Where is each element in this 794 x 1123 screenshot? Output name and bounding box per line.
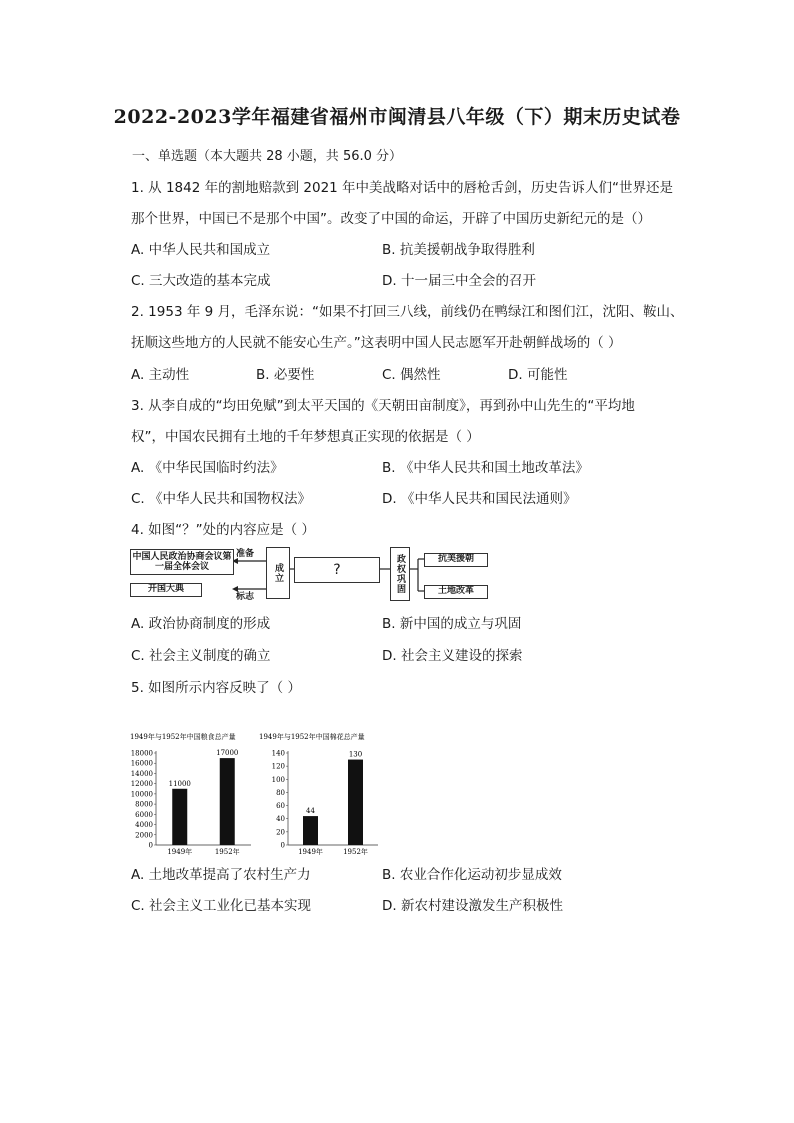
question-3-line-1: 3. 从李自成的“均田免赋”到太平天国的《天朝田亩制度》，再到孙中山先生的“平均地	[131, 398, 635, 414]
chart-2-data-label-2: 130	[348, 750, 363, 759]
chart-1-ytick-label: 4000	[135, 821, 153, 830]
q5-option-d[interactable]: D. 新农村建设激发生产积极性	[382, 898, 563, 914]
chart-1-category-label-1: 1949年	[167, 848, 193, 856]
chart-1-ytick-label: 8000	[135, 800, 153, 809]
q2-option-d[interactable]: D. 可能性	[508, 367, 568, 383]
q5-option-b[interactable]: B. 农业合作化运动初步显成效	[382, 867, 562, 883]
section-heading: 一、单选题（本大题共 28 小题，共 56.0 分）	[132, 149, 403, 164]
q4-option-d[interactable]: D. 社会主义建设的探索	[382, 648, 523, 664]
q3-option-c[interactable]: C. 《中华人民共和国物权法》	[131, 491, 312, 507]
q3-option-b[interactable]: B. 《中华人民共和国土地改革法》	[382, 460, 589, 476]
q1-option-b[interactable]: B. 抗美援朝战争取得胜利	[382, 242, 535, 258]
chart-2-bar-1	[303, 816, 318, 845]
kangmei-box: 抗美援朝	[424, 553, 488, 567]
chart-1-ytick-label: 14000	[130, 769, 153, 778]
q1-option-a[interactable]: A. 中华人民共和国成立	[131, 242, 271, 258]
chart-2-ytick-label: 40	[276, 815, 285, 824]
chart-2-ytick-label: 140	[271, 749, 285, 758]
chart-2-ytick-label: 80	[276, 788, 285, 797]
chart-1-bar-2	[220, 758, 235, 845]
chart-1-title: 1949年与1952年中国粮食总产量	[130, 733, 236, 741]
question-4-line-1: 4. 如图“？”处的内容应是（ ）	[131, 522, 315, 538]
q3-option-a[interactable]: A. 《中华民国临时约法》	[131, 460, 284, 476]
meeting-box: 中国人民政治协商会议第一届全体会议	[130, 549, 234, 575]
biaozhi-label: 标志	[236, 592, 255, 602]
chart-1-ytick-label: 6000	[135, 810, 153, 819]
chart-1-ytick-label: 0	[148, 841, 153, 850]
q2-option-c[interactable]: C. 偶然性	[382, 367, 441, 383]
q4-option-c[interactable]: C. 社会主义制度的确立	[131, 648, 271, 664]
q5-bar-charts	[126, 727, 386, 857]
kaiguo-box: 开国大典	[130, 583, 202, 597]
q1-option-d[interactable]: D. 十一届三中全会的召开	[382, 273, 536, 289]
chart-1-ytick-label: 16000	[130, 759, 153, 768]
chart-1-data-label-1: 11000	[168, 779, 191, 788]
zhunbei-label: 准备	[236, 549, 255, 559]
q5-option-c[interactable]: C. 社会主义工业化已基本实现	[131, 898, 312, 914]
chart-1-bar-1	[172, 789, 187, 845]
q4-option-b[interactable]: B. 新中国的成立与巩固	[382, 616, 522, 632]
chart-2-category-label-2: 1952年	[343, 848, 368, 856]
chart-2-ytick-label: 120	[271, 762, 285, 771]
chart-2-category-label-1: 1949年	[298, 848, 323, 856]
chengli-box: 成立	[266, 547, 290, 599]
chart-2-data-label-1: 44	[306, 807, 315, 816]
chart-2-ytick-label: 60	[276, 802, 285, 811]
question-5-line-1: 5. 如图所示内容反映了（ ）	[131, 680, 301, 696]
chart-2-ytick-label: 20	[276, 828, 285, 837]
page-title: 2022-2023学年福建省福州市闽清县八年级（下）期末历史试卷	[113, 106, 681, 128]
chart-2-title: 1949年与1952年中国棉花总产量	[259, 733, 365, 741]
question-2-line-2: 抚顺这些地方的人民就不能安心生产。”这表明中国人民志愿军开赴朝鲜战场的（ ）	[131, 335, 622, 351]
q4-diagram	[126, 545, 526, 605]
chart-1-ytick-label: 12000	[130, 780, 153, 789]
question-2-line-1: 2. 1953 年 9 月，毛泽东说：“如果不打回三八线，前线仍在鸭绿江和图们江，沈阳、鞍山、	[131, 304, 684, 320]
chart-1-ytick-label: 10000	[130, 790, 153, 799]
tudi-box: 土地改革	[424, 585, 488, 599]
q3-option-d[interactable]: D. 《中华人民共和国民法通则》	[382, 491, 577, 507]
chart-2-ytick-label: 100	[271, 775, 285, 784]
question-1-line-2: 那个世界，中国已不是那个中国”。改变了中国的命运，开辟了中国历史新纪元的是（）	[131, 211, 651, 227]
q1-option-c[interactable]: C. 三大改造的基本完成	[131, 273, 271, 289]
gonggu-box: 政权巩固	[390, 547, 410, 601]
chart-1-ytick-label: 18000	[130, 749, 153, 758]
q4-option-a[interactable]: A. 政治协商制度的形成	[131, 616, 271, 632]
q2-option-b[interactable]: B. 必要性	[256, 367, 315, 383]
chart-1-category-label-2: 1952年	[214, 848, 240, 856]
chart-2-ytick-label: 0	[280, 841, 285, 850]
chart-1-data-label-2: 17000	[216, 749, 239, 758]
question-box: ?	[294, 557, 380, 583]
question-3-line-2: 权”，中国农民拥有土地的千年梦想真正实现的依据是（ ）	[131, 429, 480, 445]
q5-option-a[interactable]: A. 土地改革提高了农村生产力	[131, 867, 311, 883]
question-1-line-1: 1. 从 1842 年的割地赔款到 2021 年中美战略对话中的唇枪舌剑，历史告诉人们“世界还是	[131, 180, 674, 196]
chart-1-ytick-label: 2000	[135, 831, 153, 840]
q2-option-a[interactable]: A. 主动性	[131, 367, 190, 383]
chart-2-bar-2	[348, 760, 363, 845]
